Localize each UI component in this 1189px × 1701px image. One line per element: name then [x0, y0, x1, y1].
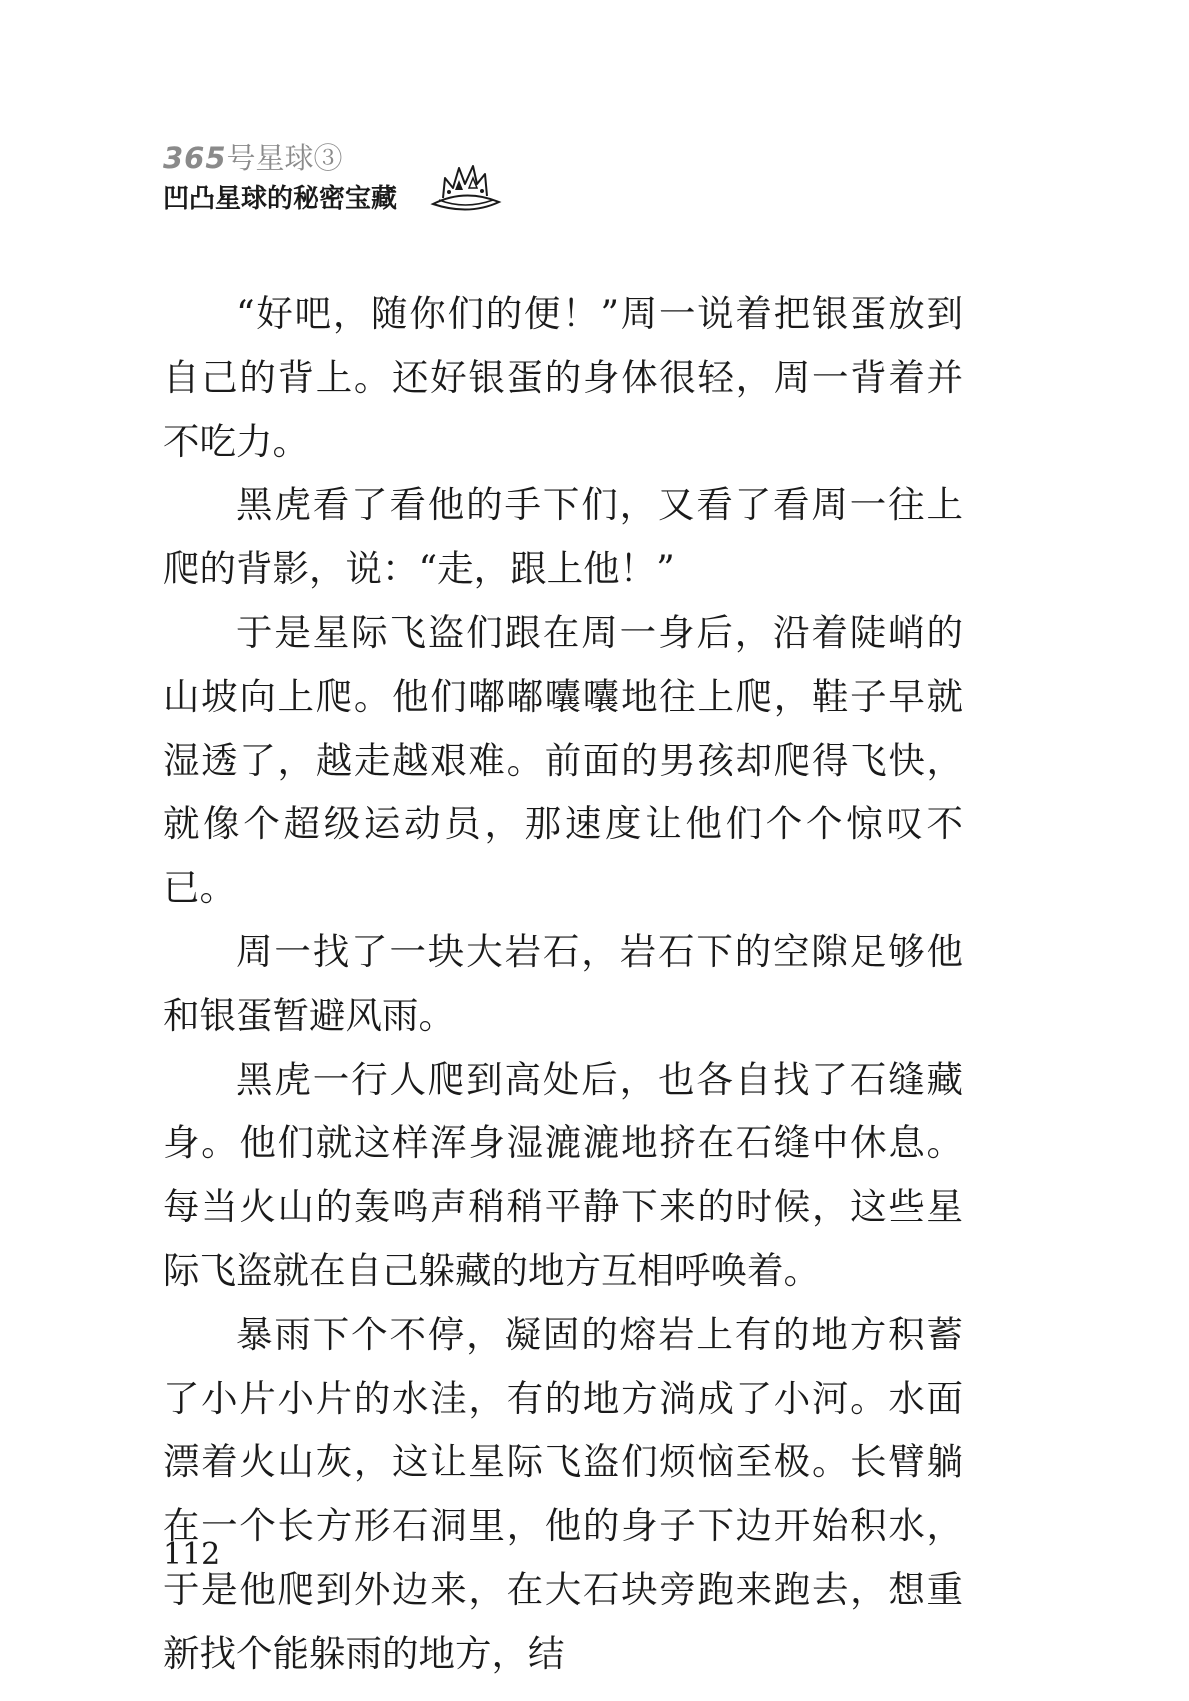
series-title-text: 号星球③ [226, 141, 343, 175]
paragraph-5: 黑虎一行人爬到高处后，也各自找了石缝藏身。他们就这样浑身湿漉漉地挤在石缝中休息。每当火山的轰鸣声稍稍平静下来的时候，这些星际飞盗就在自己躲藏的地方互相呼唤着。 [163, 1057, 963, 1292]
series-number: 365 [163, 141, 227, 175]
book-subtitle: 凹凸星球的秘密宝藏 [163, 184, 398, 214]
running-header [163, 140, 503, 220]
paragraph-4: 周一找了一块大岩石，岩石下的空隙足够他和银蛋暂避风雨。 [163, 929, 963, 1037]
paragraph-3: 于是星际飞盗们跟在周一身后，沿着陡峭的山坡向上爬。他们嘟嘟囔囔地往上爬，鞋子早就湿透了，越走越艰难。前面的男孩却爬得飞快，就像个超级运动员，那速度让他们个个惊叹不已。 [163, 610, 963, 910]
body-text [163, 282, 963, 1686]
crown-icon [425, 158, 505, 218]
paragraph-2: 黑虎看了看他的手下们，又看了看周一往上爬的背影，说：“走，跟上他！” [163, 483, 963, 591]
paragraph-1: “好吧，随你们的便！”周一说着把银蛋放到自己的背上。还好银蛋的身体很轻，周一背着并不吃力。 [163, 292, 963, 463]
series-title [163, 140, 343, 176]
paragraph-6: 暴雨下个不停，凝固的熔岩上有的地方积蓄了小片小片的水洼，有的地方淌成了小河。水面漂着火山灰，这让星际飞盗们烦恼至极。长臂躺在一个长方形石洞里，他的身子下边开始积水，于是他爬到外边来，在大石块旁跑来跑去，想重新找个能躲雨的地方，结 [163, 1312, 963, 1675]
page-number: 112 [163, 1537, 221, 1572]
